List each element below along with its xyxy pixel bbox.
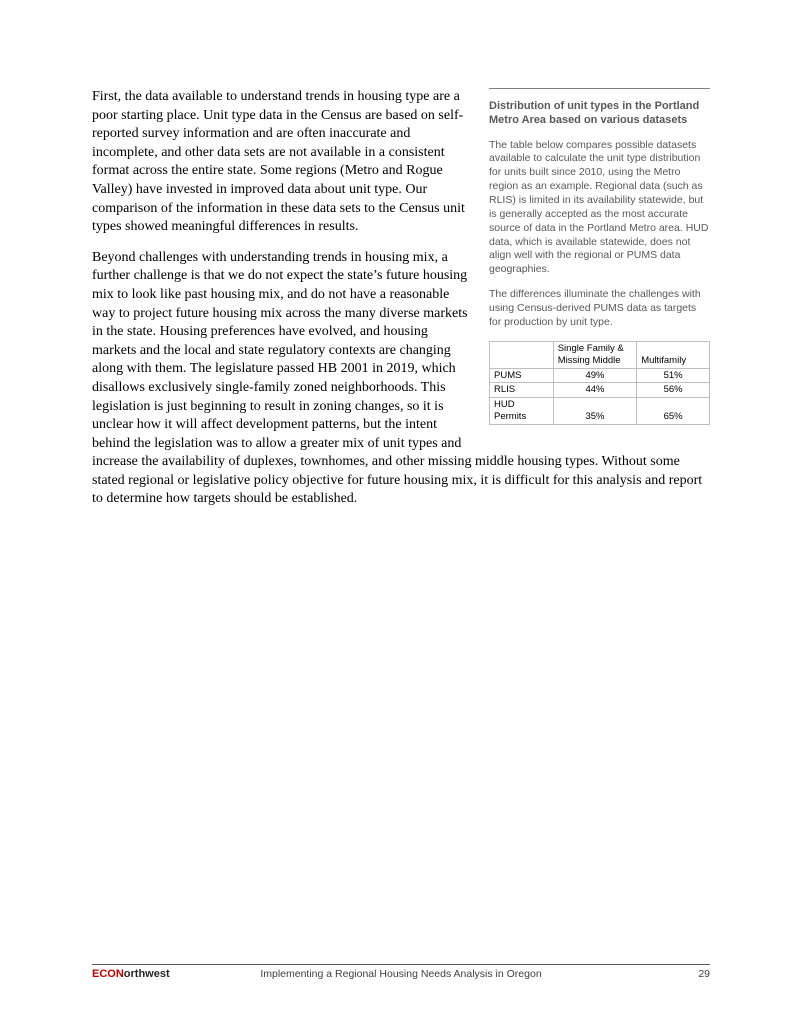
table-header-multifamily: Multifamily (637, 341, 710, 368)
row-label-pums: PUMS (490, 368, 554, 383)
sidebar-paragraph-1: The table below compares possible datasets available to calculate the unit type distribution for units built since 2010, using the Metro region as an example. Regional data (such as RLIS) is limited in its availability statewide, but is generally accepted as the most accurate source of data in the Portland Metro area. HUD data, which is available statewide, does not align well with the regional or PUMS data geographies. (489, 138, 709, 276)
table-header-single-family-missing-middle: Single Family & Missing Middle (553, 341, 636, 368)
unit-type-comparison-table (489, 341, 710, 425)
pums-multifamily-value: 51% (637, 368, 710, 383)
row-label-hud-permits: HUD Permits (490, 398, 554, 425)
footer-brand (92, 968, 232, 980)
body-paragraph-1: First, the data available to understand trends in housing type are a poor starting place. Unit type data in the Census are based on self-reported survey information and are often inaccurate and incomplete, and other data sets are not available in a consistent format across the entire state. Some regions (Metro and Rogue Valley) have invested in improved data about unit type. Our comparison of the information in these data sets to the Census unit types showed meaningful differences in results. (92, 89, 465, 235)
pums-single-family-value: 49% (553, 368, 636, 383)
rlis-single-family-value: 44% (553, 383, 636, 398)
page-footer (92, 964, 710, 980)
sidebar-paragraph-2: The differences illuminate the challenges with using Census-derived PUMS data as targets for production by unit type. (489, 288, 701, 328)
table-row-pums (490, 368, 710, 383)
row-label-rlis: RLIS (490, 383, 554, 398)
sidebar-callout (489, 88, 710, 425)
rlis-multifamily-value: 56% (637, 383, 710, 398)
table-header-blank (490, 341, 554, 368)
footer-brand-econ: ECON (92, 968, 124, 980)
footer-brand-northwest: orthwest (123, 968, 170, 980)
sidebar-heading: Distribution of unit types in the Portland Metro Area based on various datasets (489, 100, 700, 127)
footer-page-number: 29 (698, 968, 710, 980)
hud-single-family-value: 35% (553, 398, 636, 425)
table-row-hud-permits (490, 398, 710, 425)
footer-document-title: Implementing a Regional Housing Needs Analysis in Oregon (260, 968, 542, 980)
hud-multifamily-value: 65% (637, 398, 710, 425)
table-header-row (490, 341, 710, 368)
table-row-rlis (490, 383, 710, 398)
page-content (0, 0, 800, 509)
body-paragraph-2: Beyond challenges with understanding trends in housing mix, a further challenge is that we do not expect the state’s future housing mix to look like past housing mix, and do not have a reasonable way to project future housing mix across the many diverse markets in the state. Housing preferences have evolved, and housing markets and the local and state regulatory contexts are changing along with them. The legislature passed HB 2001 in 2019, which disallows exclusively single-family zoned neighborhoods. This legislation is just beginning to result in zoning changes, so it is unclear how it will affect development patterns, but the intent behind the legislation was to allow a greater mix of unit types and increase the availability of duplexes, townhomes, and other missing middle housing types. Without some stated regional or legislative policy objective for future housing mix, it is difficult for this analysis and report to determine how targets should be established. (92, 249, 703, 507)
